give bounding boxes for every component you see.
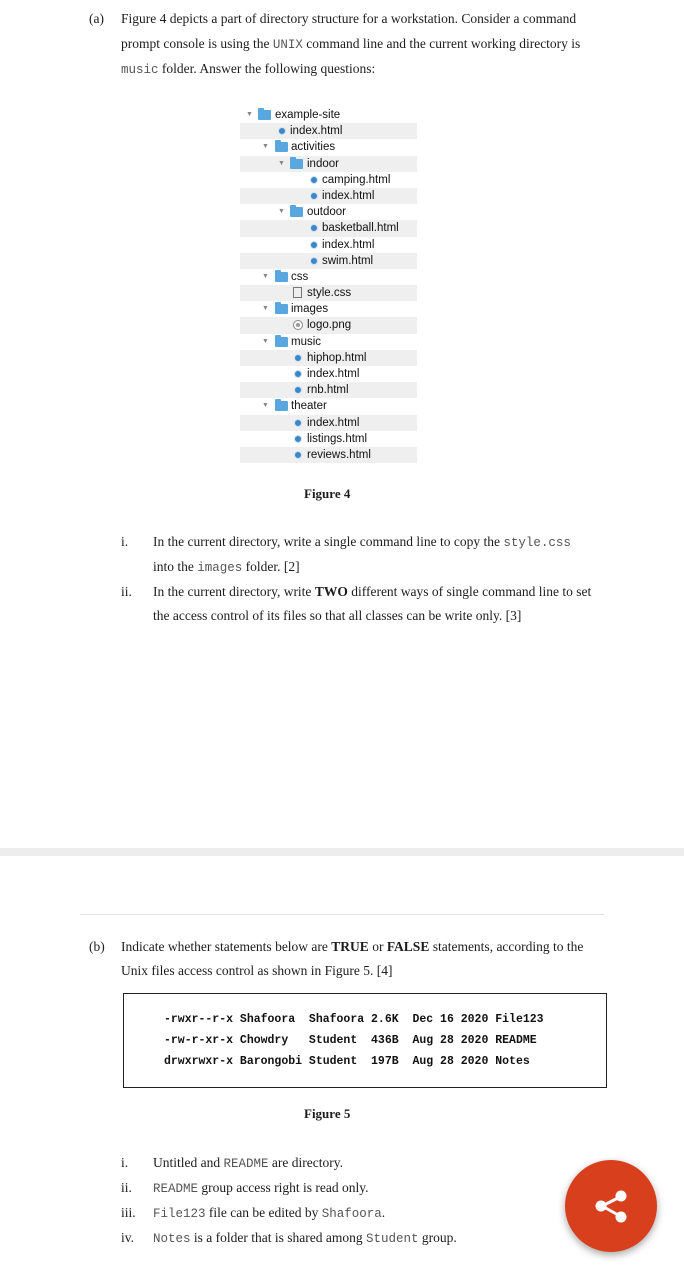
figure-4-caption: Figure 4 [304, 486, 351, 501]
tree-row: camping.html [240, 172, 417, 188]
tree-row: listings.html [240, 431, 417, 447]
folder-icon [275, 272, 288, 282]
figure-5-caption: Figure 5 [304, 1106, 351, 1121]
statement-iii: File123 file can be edited by Shafoora. [153, 1205, 386, 1221]
html-file-icon [310, 176, 318, 184]
html-file-icon [310, 192, 318, 200]
folder-icon [258, 110, 271, 120]
tree-row: ▼ indoor [240, 156, 417, 172]
css-file-icon [293, 287, 302, 298]
image-file-icon [293, 320, 303, 330]
part-b-label: (b) [89, 939, 105, 954]
part-a-line-1: Figure 4 depicts a part of directory structure for a workstation. Consider a command [121, 11, 577, 26]
tree-row: index.html [240, 188, 417, 204]
tree-row: index.html [240, 237, 417, 253]
code-music: music [121, 63, 159, 77]
tree-row: swim.html [240, 253, 417, 269]
folder-icon [290, 207, 303, 217]
part-b-line-1: Indicate whether statements below are TRUE or FALSE statements, according to the [121, 939, 584, 954]
html-file-icon [294, 370, 302, 378]
tree-row: ▼ activities [262, 141, 336, 154]
part-a-line-2: prompt console is using the UNIX command line and the current working directory is [121, 36, 581, 52]
question-number: ii. [121, 584, 132, 599]
html-file-icon [310, 257, 318, 265]
code-style-css: style.css [503, 536, 571, 550]
share-icon [565, 1160, 657, 1252]
html-file-icon [310, 241, 318, 249]
html-file-icon [278, 127, 286, 135]
tree-row: ▼ theater [262, 400, 327, 413]
folder-icon [290, 159, 303, 169]
statement-ii: README group access right is read only. [153, 1180, 369, 1196]
tree-row: ▼ outdoor [278, 206, 347, 219]
tree-row: hiphop.html [240, 350, 417, 366]
tree-row: index.html [240, 415, 417, 431]
ls-row: -rw-r-xr-x Chowdry Student 436B Aug 28 2020 README [164, 1034, 537, 1047]
part-b-line-2: Unix files access control as shown in Figure 5. [4] [121, 963, 393, 978]
figure-5-listing [123, 993, 607, 1088]
tree-row: ▼ css [262, 270, 309, 283]
folder-icon [275, 304, 288, 314]
tree-row: style.css [240, 285, 417, 301]
ls-row: -rwxr--r-x Shafoora Shafoora 2.6K Dec 16 2020 File123 [164, 1013, 544, 1026]
html-file-icon [294, 419, 302, 427]
question-number: ii. [121, 1180, 132, 1195]
tree-row: index.html [240, 123, 417, 139]
folder-icon [275, 142, 288, 152]
question-a-i-line-2: into the images folder. [2] [153, 559, 300, 575]
part-a-line-3: music folder. Answer the following questions: [121, 61, 376, 77]
question-a-ii-line-2: the access control of its files so that all classes can be write only. [3] [153, 608, 522, 623]
html-file-icon [294, 435, 302, 443]
folder-icon [275, 337, 288, 347]
question-a-ii-line-1: In the current directory, write TWO different ways of single command line to set [153, 584, 592, 599]
tree-row: ▼ music [262, 335, 322, 348]
html-file-icon [294, 354, 302, 362]
question-number: i. [121, 534, 129, 549]
code-images: images [197, 561, 243, 575]
question-number: iv. [121, 1230, 134, 1245]
question-number: iii. [121, 1205, 136, 1220]
folder-icon [275, 401, 288, 411]
statement-iv: Notes is a folder that is shared among Student group. [153, 1230, 457, 1246]
question-number: i. [121, 1155, 129, 1170]
tree-row: ▼ images [262, 303, 329, 316]
divider [80, 914, 604, 915]
page-break [0, 848, 684, 856]
question-a-i-line-1: In the current directory, write a single command line to copy the style.css [153, 534, 571, 550]
tree-row: ▼ example-site [246, 109, 341, 121]
statement-i: Untitled and README are directory. [153, 1155, 343, 1171]
code-unix: UNIX [272, 38, 303, 52]
tree-row: rnb.html [240, 382, 417, 398]
share-button[interactable] [565, 1160, 657, 1252]
directory-tree [240, 107, 417, 463]
html-file-icon [294, 451, 302, 459]
tree-row: basketball.html [240, 220, 417, 236]
part-a-label: (a) [89, 11, 104, 26]
tree-row: logo.png [240, 317, 417, 333]
html-file-icon [310, 224, 318, 232]
html-file-icon [294, 386, 302, 394]
tree-row: index.html [240, 366, 417, 382]
tree-row: reviews.html [240, 447, 417, 463]
ls-row: drwxrwxr-x Barongobi Student 197B Aug 28 2020 Notes [164, 1055, 530, 1068]
